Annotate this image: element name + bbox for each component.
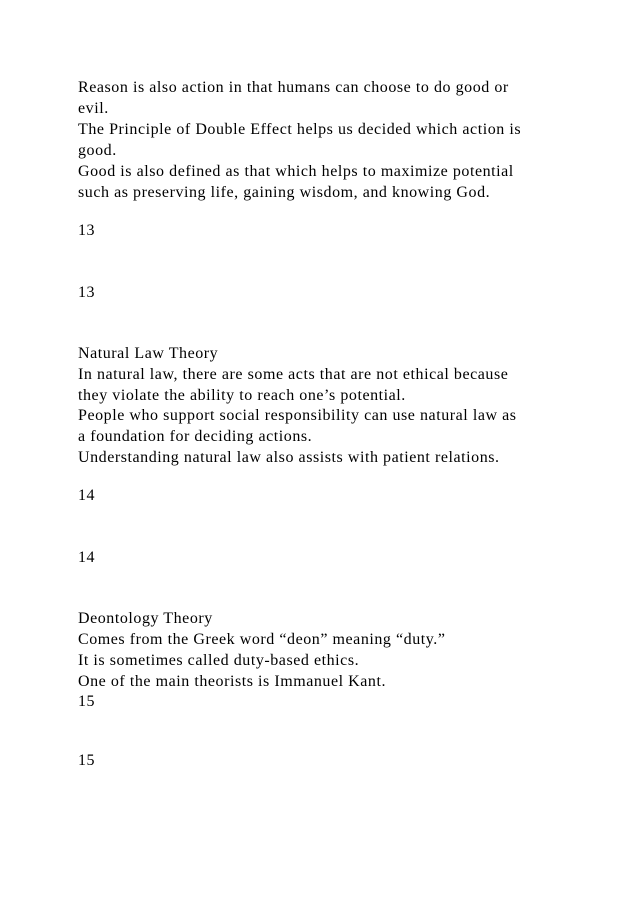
slide-number: 14: [78, 549, 96, 566]
text-line: People who support social responsibility can use natural law as: [78, 407, 517, 424]
text-line: In natural law, there are some acts that are not ethical because: [78, 366, 509, 383]
slide-number: 15: [78, 693, 96, 710]
text-line: One of the main theorists is Immanuel Kant.: [78, 673, 387, 690]
text-line: they violate the ability to reach one’s potential.: [78, 387, 406, 404]
text-line: such as preserving life, gaining wisdom, and knowing God.: [78, 184, 491, 201]
section-heading: Deontology Theory: [78, 610, 213, 627]
slide-number: 13: [78, 284, 96, 301]
text-line: a foundation for deciding actions.: [78, 428, 313, 445]
text-line: It is sometimes called duty-based ethics.: [78, 652, 360, 669]
text-line: The Principle of Double Effect helps us decided which action is: [78, 121, 522, 138]
text-line: Comes from the Greek word “deon” meaning “duty.”: [78, 631, 446, 648]
text-line: Understanding natural law also assists with patient relations.: [78, 449, 500, 466]
slide-number: 13: [78, 222, 96, 239]
text-line: Good is also defined as that which helps to maximize potential: [78, 163, 514, 180]
section-heading: Natural Law Theory: [78, 345, 219, 362]
slide-number: 14: [78, 487, 96, 504]
text-line: evil.: [78, 100, 109, 117]
slide-number: 15: [78, 752, 96, 769]
text-line: Reason is also action in that humans can choose to do good or: [78, 79, 509, 96]
text-line: good.: [78, 142, 117, 159]
